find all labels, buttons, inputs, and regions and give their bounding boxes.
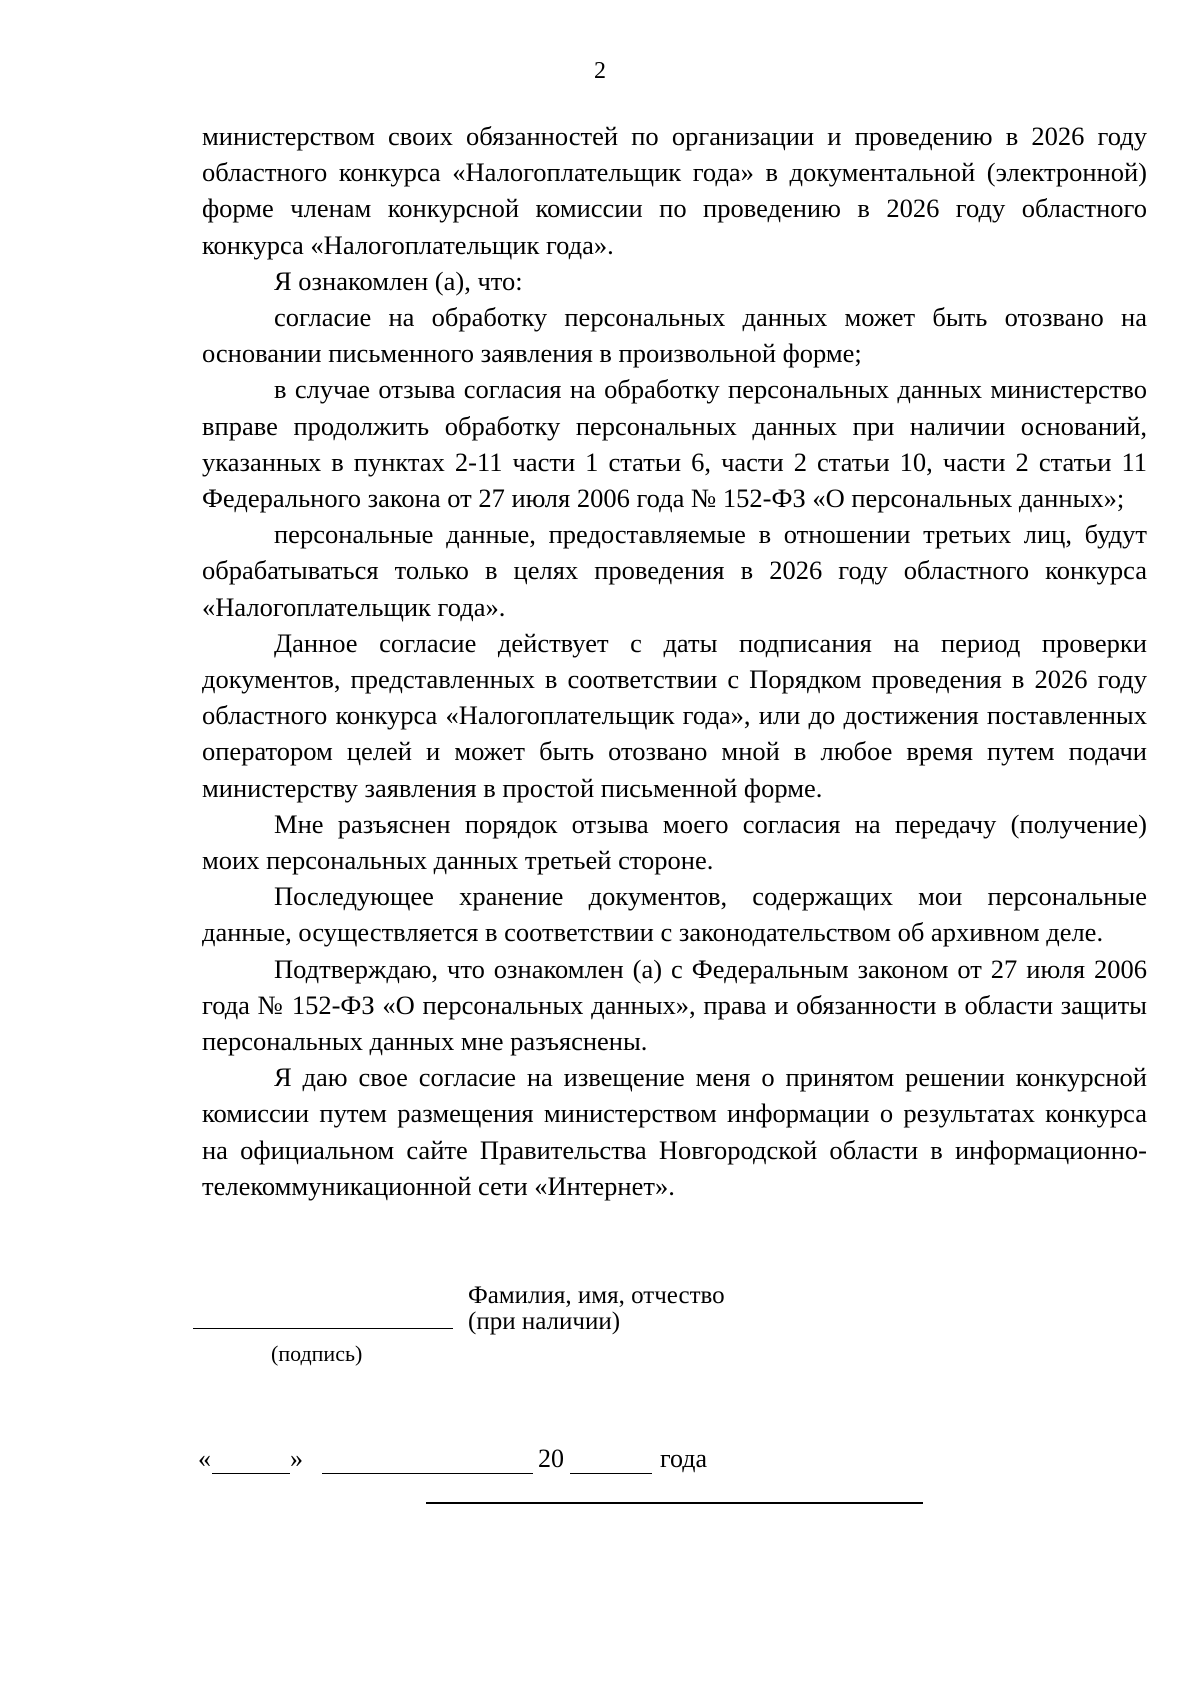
paragraph-continuation: министерством своих обязанностей по организации и проведению в 2026 году областного конкурса «Налогоплательщик года» в документальной (электронной) форме членам конкурсной комиссии по проведению в 2026 году областного конкурса «Налогоплательщик года».: [202, 121, 1147, 260]
paragraph-storage: Последующее хранение документов, содержащих мои персональные данные, осуществляется в соответствии с законодательством об архивном деле.: [202, 881, 1147, 948]
paragraph-revocation-procedure: Мне разъяснен порядок отзыва моего согласия на передачу (получение) моих персональных данных третьей стороне.: [202, 808, 1147, 876]
date-year-prefix: 20: [538, 1444, 564, 1473]
paragraph-revocation-consequences: в случае отзыва согласия на обработку персональных данных министерство вправе продолжить обработку персональных данных при наличии оснований, указанных в пунктах 2-11 части 1 статьи 6, части 2 статьи 10, части 2 статьи 11 Федерального закона от 27 июля 2006 года № 152-ФЗ «О персональных данных»;: [202, 374, 1147, 514]
date-day-blank[interactable]: [212, 1473, 290, 1474]
paragraph-third-parties: персональные данные, предоставляемые в отношении третьих лиц, будут обрабатываться только в целях проведения в 2026 году областного конкурса «Налогоплательщик года».: [202, 519, 1147, 622]
date-close-quote: »: [290, 1444, 303, 1473]
full-name-label-line1: Фамилия, имя, отчество: [468, 1282, 725, 1309]
paragraph-confirmation: Подтверждаю, что ознакомлен (а) с Федеральным законом от 27 июля 2006 года № 152-ФЗ «О персональных данных», права и обязанности в области защиты персональных данных мне разъяснены.: [202, 953, 1147, 1057]
full-name-label-line2: (при наличии): [468, 1308, 621, 1335]
full-name-label: [468, 1283, 725, 1335]
signature-block: [193, 1283, 893, 1373]
paragraph-revocation: согласие на обработку персональных данных может быть отозвано на основании письменного заявления в произвольной форме;: [202, 302, 1147, 369]
page-number: 2: [594, 58, 606, 84]
paragraph-notification-consent: Я даю свое согласие на извещение меня о принятом решении конкурсной комиссии путем размещения министерством информации о результатах конкурса на официальном сайте Правительства Новгородской области в информационно-телекоммуникационной сети «Интернет».: [202, 1062, 1147, 1201]
date-year-word: года: [660, 1444, 708, 1473]
signature-line[interactable]: [193, 1328, 453, 1329]
bottom-separator-line: [426, 1502, 923, 1504]
signature-caption: (подпись): [271, 1341, 363, 1366]
consent-body-text: [202, 118, 1147, 1204]
date-open-quote: «: [198, 1444, 211, 1473]
paragraph-consent-validity: Данное согласие действует с даты подписания на период проверки документов, представленных в соответствии с Порядком проведения в 2026 году областного конкурса «Налогоплательщик года», или до достижения поставленных оператором целей и может быть отозвано мной в любое время путем подачи министерству заявления в простой письменной форме.: [202, 627, 1147, 803]
date-row: [198, 1442, 898, 1482]
paragraph-acknowledged: Я ознакомлен (а), что:: [274, 265, 523, 296]
date-year-blank[interactable]: [570, 1473, 652, 1474]
date-month-blank[interactable]: [322, 1473, 533, 1474]
